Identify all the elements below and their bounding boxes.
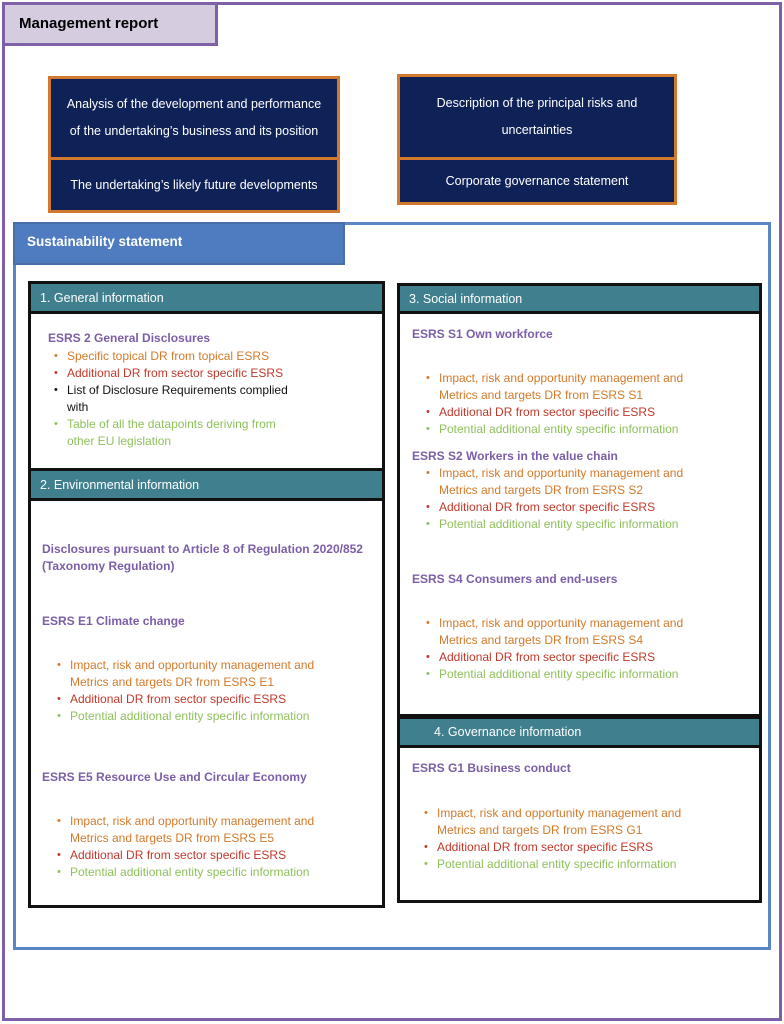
general-information-header-label: 1. General information xyxy=(40,290,164,305)
management-report-title: Management report xyxy=(2,2,218,46)
corporate-governance-text: Corporate governance statement xyxy=(445,173,629,188)
list-item: • Additional DR from sector specific ESRS xyxy=(418,839,718,856)
list-item: • Additional DR from sector specific ESRS xyxy=(51,847,351,864)
social-information-header-label: 3. Social information xyxy=(409,291,523,306)
list-item: • List of Disclosure Requirements complied with xyxy=(48,382,298,416)
esrs-g1-list xyxy=(418,805,718,873)
sustainability-statement-title: Sustainability statement xyxy=(13,222,345,265)
analysis-text: Analysis of the development and performance of the undertaking’s business and its position xyxy=(66,97,322,138)
list-item: • Potential additional entity specific information xyxy=(420,421,720,438)
list-item: • Table of all the datapoints deriving from other EU legislation xyxy=(48,416,298,450)
analysis-box xyxy=(48,76,340,160)
general-information-content xyxy=(48,330,348,450)
environmental-information-header-label: 2. Environmental information xyxy=(40,477,200,492)
social-information-header xyxy=(397,283,762,314)
list-item: • Impact, risk and opportunity management and Metrics and targets DR from ESRS S4 xyxy=(420,615,720,649)
esrs-e1-list xyxy=(51,657,351,725)
list-item: • Potential additional entity specific information xyxy=(420,666,720,683)
taxonomy-regulation-title: Disclosures pursuant to Article 8 of Regulation 2020/852 (Taxonomy Regulation) xyxy=(42,542,363,573)
list-item: • Potential additional entity specific information xyxy=(51,708,351,725)
governance-information-header-label: 4. Governance information xyxy=(434,725,582,739)
list-item: • Additional DR from sector specific ESRS xyxy=(420,404,720,421)
esrs-e1-title: ESRS E1 Climate change xyxy=(42,614,185,628)
esrs2-list xyxy=(48,348,298,450)
list-item: • Additional DR from sector specific ESRS xyxy=(48,365,298,382)
future-developments-text: The undertaking’s likely future developments xyxy=(70,177,318,192)
list-item: • Additional DR from sector specific ESRS xyxy=(420,499,720,516)
esrs2-title: ESRS 2 General Disclosures xyxy=(48,331,211,345)
principal-risks-box xyxy=(397,74,677,160)
corporate-governance-box xyxy=(397,157,677,205)
list-item: • Additional DR from sector specific ESRS xyxy=(420,649,720,666)
list-item: • Impact, risk and opportunity management and Metrics and targets DR from ESRS G1 xyxy=(418,805,718,839)
list-item: • Potential additional entity specific information xyxy=(51,864,351,881)
list-item: • Specific topical DR from topical ESRS xyxy=(48,348,298,365)
list-item: • Potential additional entity specific information xyxy=(418,856,718,873)
general-information-header xyxy=(28,281,385,314)
governance-information-header xyxy=(397,716,762,748)
esrs-s1-list xyxy=(420,370,720,438)
environmental-information-header xyxy=(28,468,385,501)
esrs-e5-list xyxy=(51,813,351,881)
esrs-e5-title: ESRS E5 Resource Use and Circular Economy xyxy=(42,770,307,784)
esrs-g1-title: ESRS G1 Business conduct xyxy=(412,761,571,775)
list-item: • Potential additional entity specific information xyxy=(420,516,720,533)
esrs-s4-list xyxy=(420,615,720,683)
esrs-s2-list xyxy=(420,465,720,533)
principal-risks-text: Description of the principal risks and uncertainties xyxy=(436,96,638,137)
list-item: • Impact, risk and opportunity management and Metrics and targets DR from ESRS S1 xyxy=(420,370,720,404)
list-item: • Impact, risk and opportunity management and Metrics and targets DR from ESRS S2 xyxy=(420,465,720,499)
list-item: • Additional DR from sector specific ESRS xyxy=(51,691,351,708)
esrs-s1-title: ESRS S1 Own workforce xyxy=(412,327,553,341)
esrs-s4-title: ESRS S4 Consumers and end-users xyxy=(412,572,618,586)
future-developments-box xyxy=(48,157,340,213)
esrs-s2-title: ESRS S2 Workers in the value chain xyxy=(412,449,618,463)
list-item: • Impact, risk and opportunity management and Metrics and targets DR from ESRS E5 xyxy=(51,813,351,847)
list-item: • Impact, risk and opportunity management and Metrics and targets DR from ESRS E1 xyxy=(51,657,351,691)
